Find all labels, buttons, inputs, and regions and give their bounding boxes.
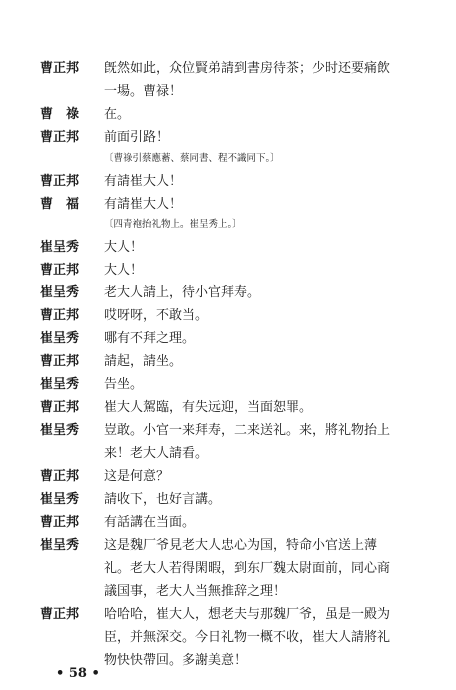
dialogue-text: 有請崔大人！ [104, 197, 183, 212]
dialogue-text: 崔大人駕臨，有失远迎，当面恕罪。 [104, 400, 313, 415]
dialogue-text: 来！老大人請看。 [104, 446, 209, 461]
dialogue-text: 請起，請坐。 [104, 354, 183, 369]
speaker-name: 曹 祿 [40, 107, 80, 122]
dialogue-line [0, 466, 456, 488]
dialogue-line [0, 305, 456, 327]
stage-direction-line [0, 214, 456, 236]
stage-direction: 〔四青袍抬礼物上。崔呈秀上。〕 [104, 219, 242, 230]
dialogue-line [0, 171, 456, 193]
speaker-name: 曹 福 [40, 197, 80, 212]
speaker-name: 曹正邦 [40, 469, 80, 484]
speaker-name: 曹正邦 [40, 607, 80, 622]
dialogue-line [0, 558, 456, 580]
dialogue-line [0, 194, 456, 216]
speaker-name: 崔呈秀 [40, 331, 80, 346]
speaker-name: 曹正邦 [40, 515, 80, 530]
dialogue-text: 大人！ [104, 240, 144, 255]
dialogue-text: 哈哈哈，崔大人，想老夫与那魏厂爷，虽是一殿为 [104, 607, 391, 622]
dialogue-text: 哪有不拜之理。 [104, 331, 196, 346]
page-number: • 58 • [56, 666, 100, 681]
dialogue-text: 前面引路！ [104, 130, 170, 145]
dialogue-text: 这是魏厂爷見老大人忠心为国，特命小官送上薄 [104, 538, 378, 553]
dialogue-text: 老大人請上，待小官拜寿。 [104, 285, 261, 300]
dialogue-line [0, 627, 456, 649]
dialogue-line [0, 237, 456, 259]
dialogue-text: 一場。曹禄！ [104, 84, 183, 99]
dialogue-text: 請收下，也好言講。 [104, 492, 222, 507]
dialogue-text: 議国事，老大人当無推辞之理！ [104, 584, 287, 599]
dialogue-line [0, 282, 456, 304]
dialogue-line [0, 443, 456, 465]
speaker-name: 曹正邦 [40, 308, 80, 323]
speaker-name: 曹正邦 [40, 174, 80, 189]
stage-direction: 〔曹祿引蔡應蓄、蔡同書、程不識同下。〕 [104, 153, 280, 164]
dialogue-line [0, 397, 456, 419]
dialogue-line [0, 127, 456, 149]
dialogue-line [0, 535, 456, 557]
dialogue-text: 礼。老大人若得閑暇，到东厂魏太尉面前，同心商 [104, 561, 391, 576]
speaker-name: 崔呈秀 [40, 538, 80, 553]
dialogue-text: 哎呀呀，不敢当。 [104, 308, 209, 323]
dialogue-line [0, 604, 456, 626]
dialogue-text: 告坐。 [104, 377, 144, 392]
dialogue-text: 在。 [104, 107, 131, 122]
dialogue-line [0, 374, 456, 396]
dialogue-line [0, 104, 456, 126]
dialogue-line [0, 58, 456, 80]
speaker-name: 曹正邦 [40, 130, 80, 145]
dialogue-line [0, 328, 456, 350]
dialogue-text: 大人！ [104, 263, 144, 278]
dialogue-line [0, 489, 456, 511]
dialogue-text: 有請崔大人！ [104, 174, 183, 189]
speaker-name: 曹正邦 [40, 354, 80, 369]
dialogue-line [0, 420, 456, 442]
speaker-name: 崔呈秀 [40, 377, 80, 392]
dialogue-line [0, 260, 456, 282]
dialogue-line [0, 351, 456, 373]
speaker-name: 曹正邦 [40, 263, 80, 278]
speaker-name: 崔呈秀 [40, 423, 80, 438]
dialogue-text: 有話講在当面。 [104, 515, 196, 530]
dialogue-line [0, 581, 456, 603]
dialogue-text: 这是何意？ [104, 469, 170, 484]
speaker-name: 曹正邦 [40, 400, 80, 415]
speaker-name: 曹正邦 [40, 61, 80, 76]
dialogue-line [0, 81, 456, 103]
speaker-name: 崔呈秀 [40, 285, 80, 300]
stage-direction-line [0, 148, 456, 170]
speaker-name: 崔呈秀 [40, 492, 80, 507]
dialogue-line [0, 512, 456, 534]
dialogue-text: 物快快帶回。多謝美意！ [104, 653, 248, 668]
dialogue-text: 旣然如此，众位賢弟請到書房待茶；少时还要痛飲 [104, 61, 391, 76]
dialogue-text: 臣，并無深交。今日礼物一概不收，崔大人請將礼 [104, 630, 391, 645]
speaker-name: 崔呈秀 [40, 240, 80, 255]
dialogue-text: 豈敢。小官一来拜寿，二来送礼。来，將礼物抬上 [104, 423, 391, 438]
